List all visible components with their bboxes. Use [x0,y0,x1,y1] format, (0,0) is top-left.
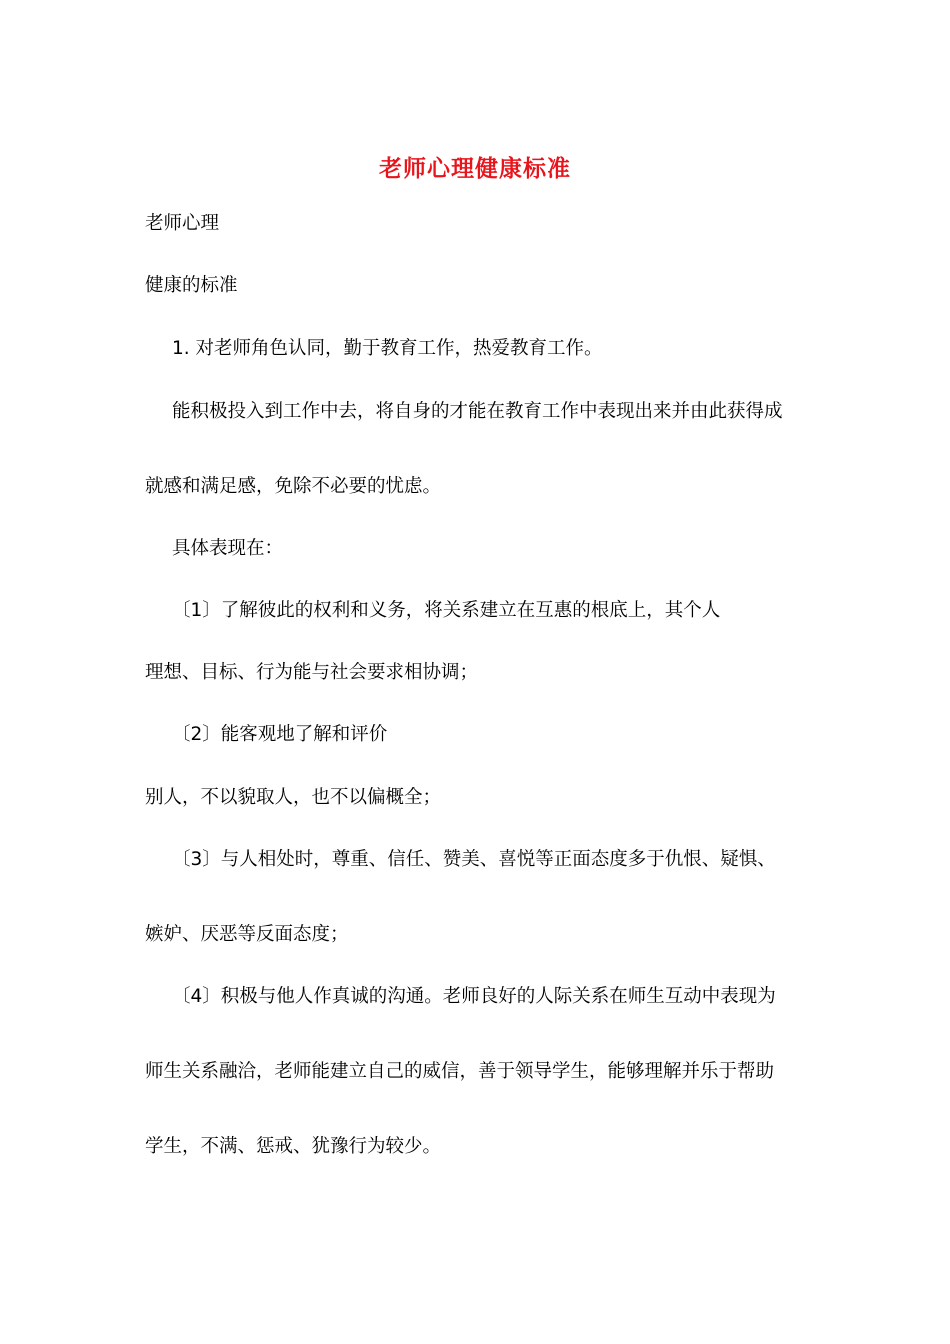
text-line-paragraph: 具体表现在： [172,538,284,559]
text-line-paragraph: 学生，不满、惩戒、犹豫行为较少。 [145,1136,442,1157]
text-line-paragraph: 理想、目标、行为能与社会要求相协调； [145,662,479,683]
document-title: 老师心理健康标准 [379,155,571,182]
text-line-paragraph: 师生关系融洽，老师能建立自己的威信，善于领导学生，能够理解并乐于帮助 [145,1061,775,1082]
text-line-paragraph: 别人，不以貌取人，也不以偏概全； [145,787,442,808]
text-line-heading-1: 老师心理 [145,213,220,234]
text-line-paragraph: 就感和满足感，免除不必要的忧虑。 [145,476,442,497]
text-line-paragraph: 能积极投入到工作中去，将自身的才能在教育工作中表现出来并由此获得成 [172,401,783,422]
text-line-subitem-2: 〔2〕能客观地了解和评价 [172,724,388,745]
text-line-heading-2: 健康的标准 [145,275,238,296]
text-line-subitem-4: 〔4〕积极与他人作真诚的沟通。老师良好的人际关系在师生互动中表现为 [172,986,776,1007]
text-line-paragraph: 嫉妒、厌恶等反面态度； [145,924,349,945]
text-line-subitem-1: 〔1〕了解彼此的权利和义务，将关系建立在互惠的根底上，其个人 [172,600,721,621]
text-line-subitem-3: 〔3〕与人相处时，尊重、信任、赞美、喜悦等正面态度多于仇恨、疑惧、 [172,849,776,870]
text-line-item-1: 1. 对老师角色认同，勤于教育工作，热爱教育工作。 [172,338,603,359]
